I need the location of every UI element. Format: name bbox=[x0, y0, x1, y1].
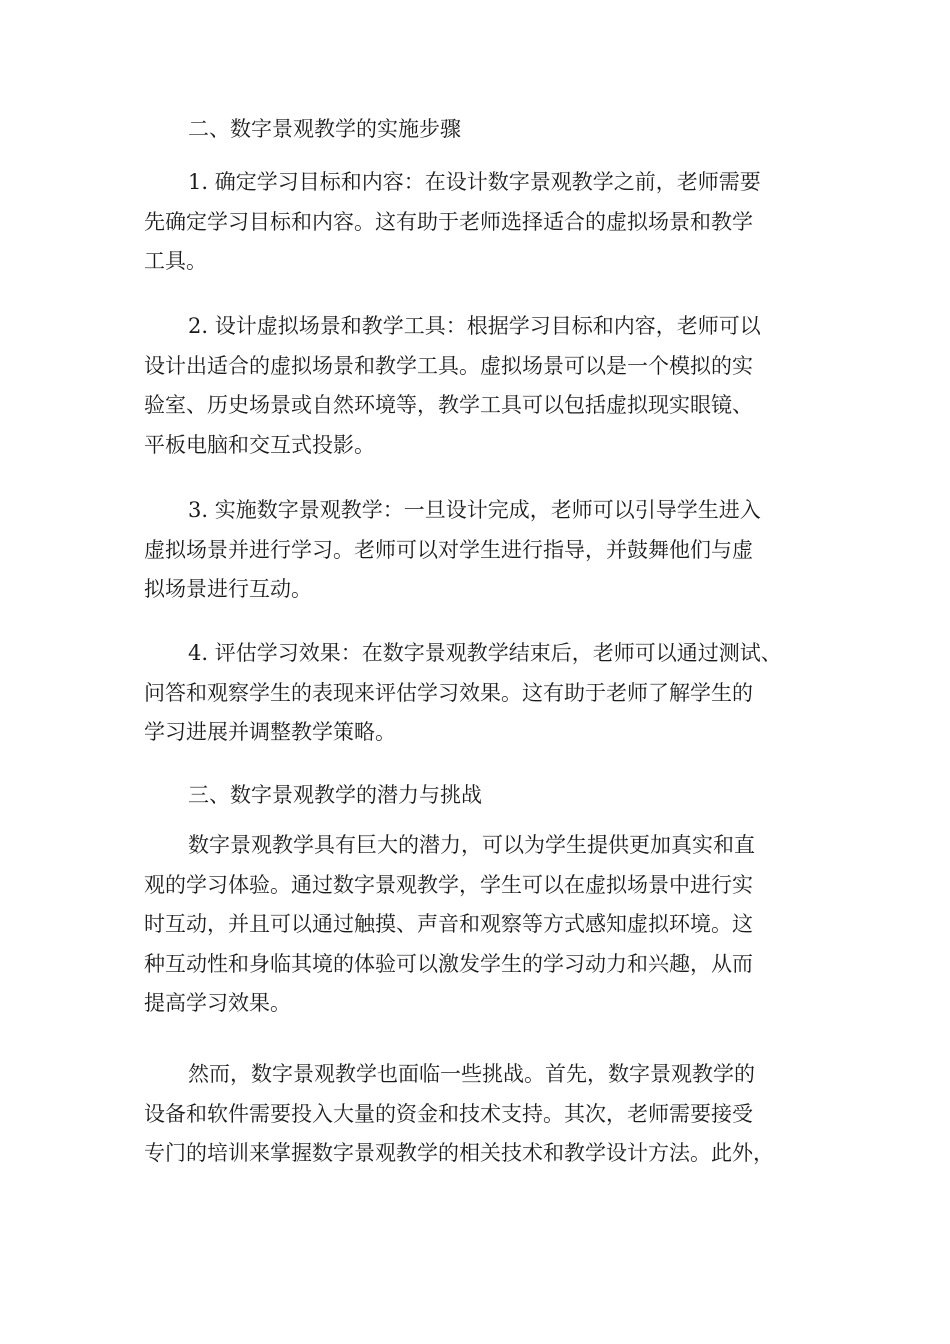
paragraph-step-1: 1. 确定学习目标和内容：在设计数字景观教学之前，老师需要 先确定学习目标和内容。这有助于老师选择适合的虚拟场景和教学 工具。 bbox=[144, 170, 761, 273]
paragraph-step-3: 3. 实施数字景观教学：一旦设计完成，老师可以引导学生进入 虚拟场景并进行学习。老师可以对学生进行指导，并鼓舞他们与虚 拟场景进行互动。 bbox=[144, 498, 761, 601]
paragraph-step-4: 4. 评估学习效果：在数字景观教学结束后，老师可以通过测试、 问答和观察学生的表现来评估学习效果。这有助于老师了解学生的 学习进展并调整教学策略。 bbox=[144, 641, 782, 744]
paragraph-potential: 数字景观教学具有巨大的潜力，可以为学生提供更加真实和直 观的学习体验。通过数字景观教学，学生可以在虚拟场景中进行实 时互动，并且可以通过触摸、声音和观察等方式感知虚拟环境。这 种互动性和身临其境的体验可以激发学生的学习动力和兴趣，从而 提高学习效果。 bbox=[144, 833, 755, 1015]
section-heading-potential-challenges: 三、数字景观教学的潜力与挑战 bbox=[188, 783, 482, 807]
section-heading-implementation-steps: 二、数字景观教学的实施步骤 bbox=[188, 117, 461, 141]
paragraph-challenges: 然而，数字景观教学也面临一些挑战。首先，数字景观教学的 设备和软件需要投入大量的资金和技术支持。其次，老师需要接受 专门的培训来掌握数字景观教学的相关技术和教学设计方法。此外， bbox=[144, 1062, 774, 1165]
paragraph-step-2: 2. 设计虚拟场景和教学工具：根据学习目标和内容，老师可以 设计出适合的虚拟场景和教学工具。虚拟场景可以是一个模拟的实 验室、历史场景或自然环境等，教学工具可以包括虚拟现实眼镜、 平板电脑和交互式投影。 bbox=[144, 314, 761, 457]
